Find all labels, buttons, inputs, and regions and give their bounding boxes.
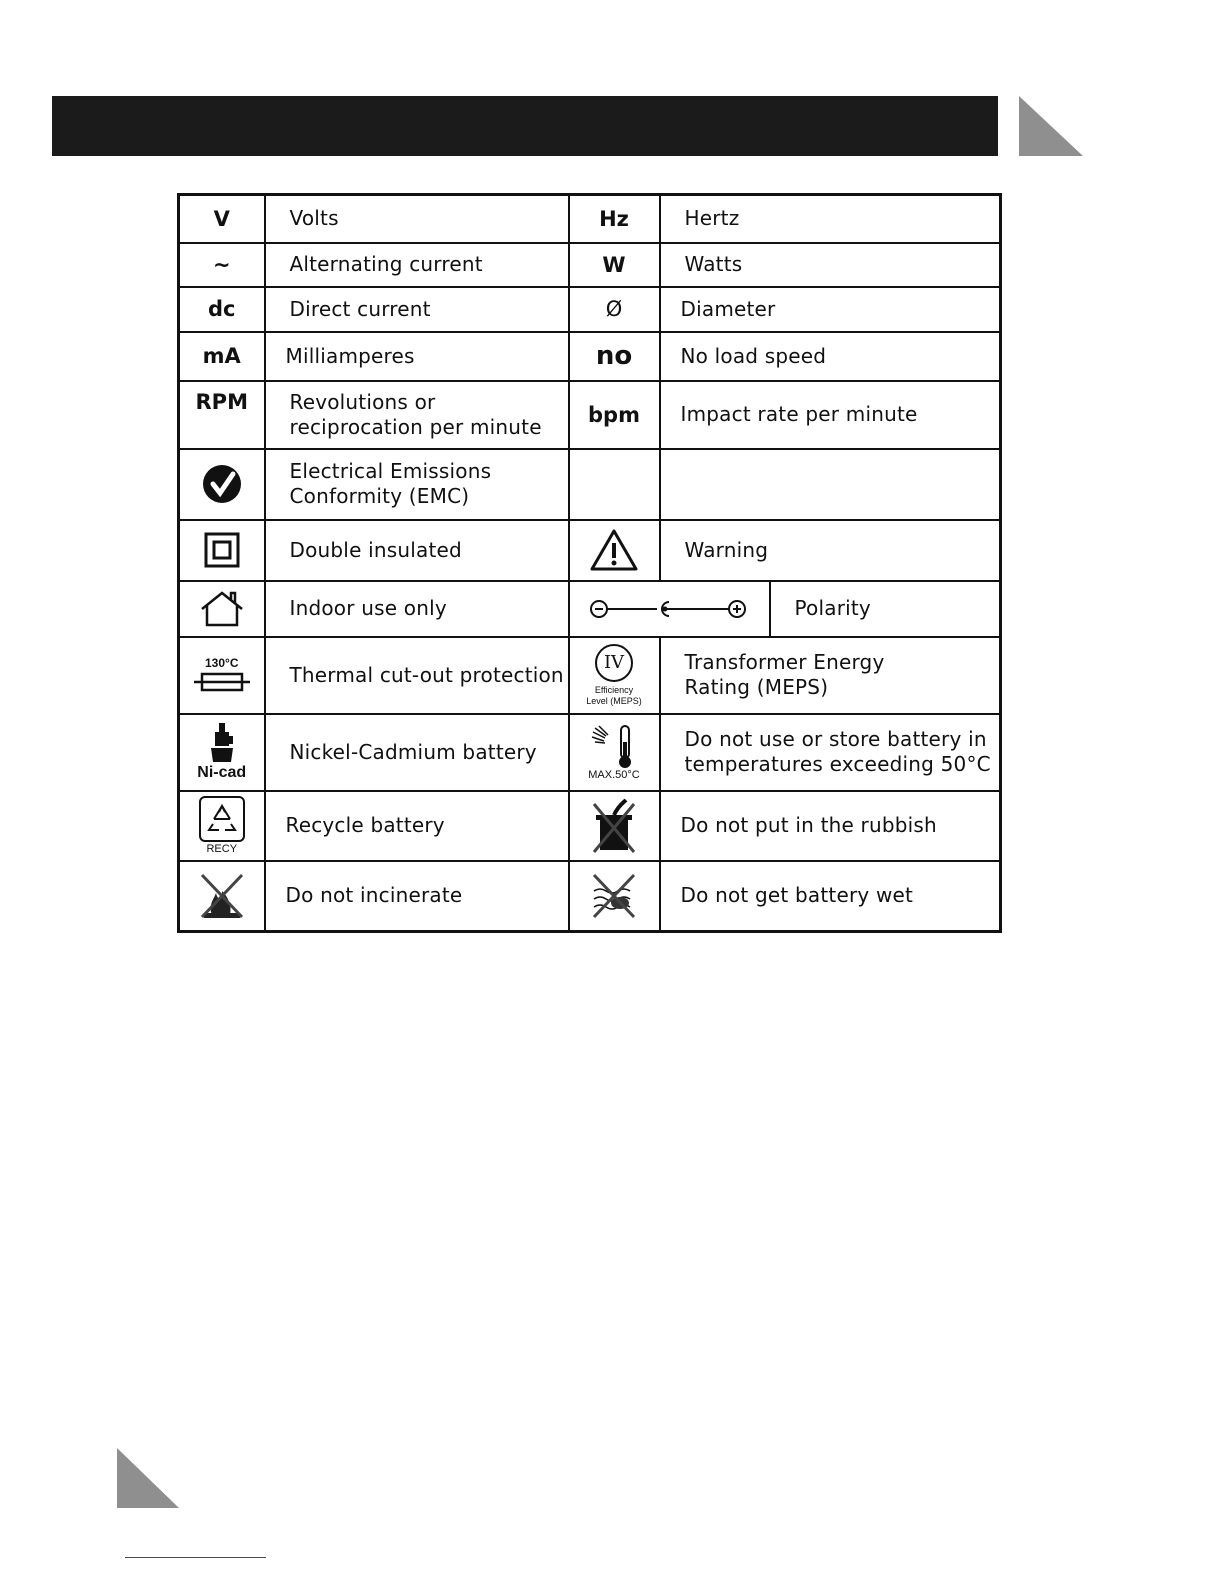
desc-efficiency-line1: Transformer Energy: [684, 650, 885, 674]
symbol-rpm: RPM: [179, 381, 265, 449]
corner-triangle-bottom: [117, 1448, 179, 1508]
symbols-table: [177, 193, 1002, 933]
symbol-no-load: no: [569, 332, 660, 381]
symbol-watts: W: [569, 243, 660, 287]
polarity-icon: [589, 597, 749, 621]
symbol-indoor: [179, 581, 265, 637]
desc-efficiency: [660, 637, 1001, 714]
desc-polarity: Polarity: [770, 581, 1001, 637]
nicad-label: Ni-cad: [197, 764, 247, 781]
efficiency-caption-line1: Efficiency: [594, 684, 634, 695]
thermal-fuse-icon: [192, 670, 252, 694]
desc-max-temp: [660, 714, 1001, 791]
desc-max-temp-line1: Do not use or store battery in: [684, 727, 987, 751]
symbol-warning: [569, 520, 660, 581]
table-row: [179, 714, 1001, 791]
no-water-icon: [590, 871, 638, 921]
desc-rpm: [265, 381, 569, 449]
desc-no-load: No load speed: [660, 332, 1001, 381]
table-row: [179, 861, 1001, 932]
symbol-no-rubbish: [569, 791, 660, 861]
corner-triangle-top: [1019, 96, 1083, 156]
table-row: [179, 581, 1001, 637]
desc-efficiency-line2: Rating (MEPS): [684, 675, 829, 699]
desc-nicad: Nickel-Cadmium battery: [265, 714, 569, 791]
no-fire-icon: [198, 871, 246, 921]
symbol-no-fire: [179, 861, 265, 932]
symbol-nicad: [179, 714, 265, 791]
warning-triangle-icon: [589, 528, 639, 572]
table-row: [179, 791, 1001, 861]
desc-volts: Volts: [265, 195, 569, 243]
efficiency-caption-line2: Level (MEPS): [586, 695, 642, 706]
symbol-max-temp: [569, 714, 660, 791]
symbol-recycle: [179, 791, 265, 861]
desc-double-insulated: Double insulated: [265, 520, 569, 581]
symbol-polarity: [569, 581, 770, 637]
table-row: [179, 381, 1001, 449]
table-row: [179, 243, 1001, 287]
desc-warning: Warning: [660, 520, 1001, 581]
table-row: [179, 195, 1001, 243]
desc-thermal: Thermal cut-out protection: [265, 637, 569, 714]
symbol-hertz: Hz: [569, 195, 660, 243]
symbol-ac: ~: [179, 243, 265, 287]
recycle-label: RECY: [206, 843, 238, 855]
thermometer-icon: [589, 724, 639, 770]
crossed-bin-icon: [590, 798, 638, 854]
table-row: [179, 332, 1001, 381]
table-row: [179, 520, 1001, 581]
house-icon: [198, 590, 246, 628]
desc-diameter: Diameter: [660, 287, 1001, 332]
desc-emc-line1: Electrical Emissions: [289, 459, 492, 483]
desc-recycle: Recycle battery: [265, 791, 569, 861]
symbol-rcm: [179, 449, 265, 520]
desc-emc-line2: Conformity (EMC): [289, 484, 470, 508]
symbol-diameter: Ø: [569, 287, 660, 332]
recycle-box: [199, 796, 245, 842]
nicad-battery-icon: [209, 722, 235, 764]
desc-rpm-line1: Revolutions or: [289, 389, 436, 414]
desc-no-fire: Do not incinerate: [265, 861, 569, 932]
table-row: [179, 637, 1001, 714]
thermal-label: 130°C: [205, 656, 239, 670]
desc-indoor: Indoor use only: [265, 581, 569, 637]
max-temp-label: MAX.50°C: [588, 768, 640, 781]
rcm-check-icon: [202, 464, 242, 504]
desc-ac: Alternating current: [265, 243, 569, 287]
desc-hertz: Hertz: [660, 195, 1001, 243]
desc-no-rubbish: Do not put in the rubbish: [660, 791, 1001, 861]
efficiency-level-icon: IV: [595, 644, 633, 682]
double-insulated-icon: [204, 532, 240, 568]
desc-watts: Watts: [660, 243, 1001, 287]
symbol-dc: dc: [179, 287, 265, 332]
desc-rpm-line2: reciprocation per minute: [289, 414, 542, 439]
symbol-thermal: [179, 637, 265, 714]
desc-emc: [265, 449, 569, 520]
symbol-milliamperes: mA: [179, 332, 265, 381]
table-row: [179, 287, 1001, 332]
symbol-no-water: [569, 861, 660, 932]
desc-empty: [660, 449, 1001, 520]
header-bar: [52, 96, 998, 156]
desc-no-water: Do not get battery wet: [660, 861, 1001, 932]
desc-max-temp-line2: temperatures exceeding 50°C: [684, 752, 991, 776]
symbol-empty: [569, 449, 660, 520]
table-row: [179, 449, 1001, 520]
symbol-efficiency: [569, 637, 660, 714]
symbol-bpm: bpm: [569, 381, 660, 449]
desc-milliamperes: Milliamperes: [265, 332, 569, 381]
desc-bpm: Impact rate per minute: [660, 381, 1001, 449]
symbol-double-insulated: [179, 520, 265, 581]
desc-dc: Direct current: [265, 287, 569, 332]
recycle-icon: [205, 802, 239, 836]
footer-rule: [125, 1557, 266, 1558]
symbol-volts: V: [179, 195, 265, 243]
